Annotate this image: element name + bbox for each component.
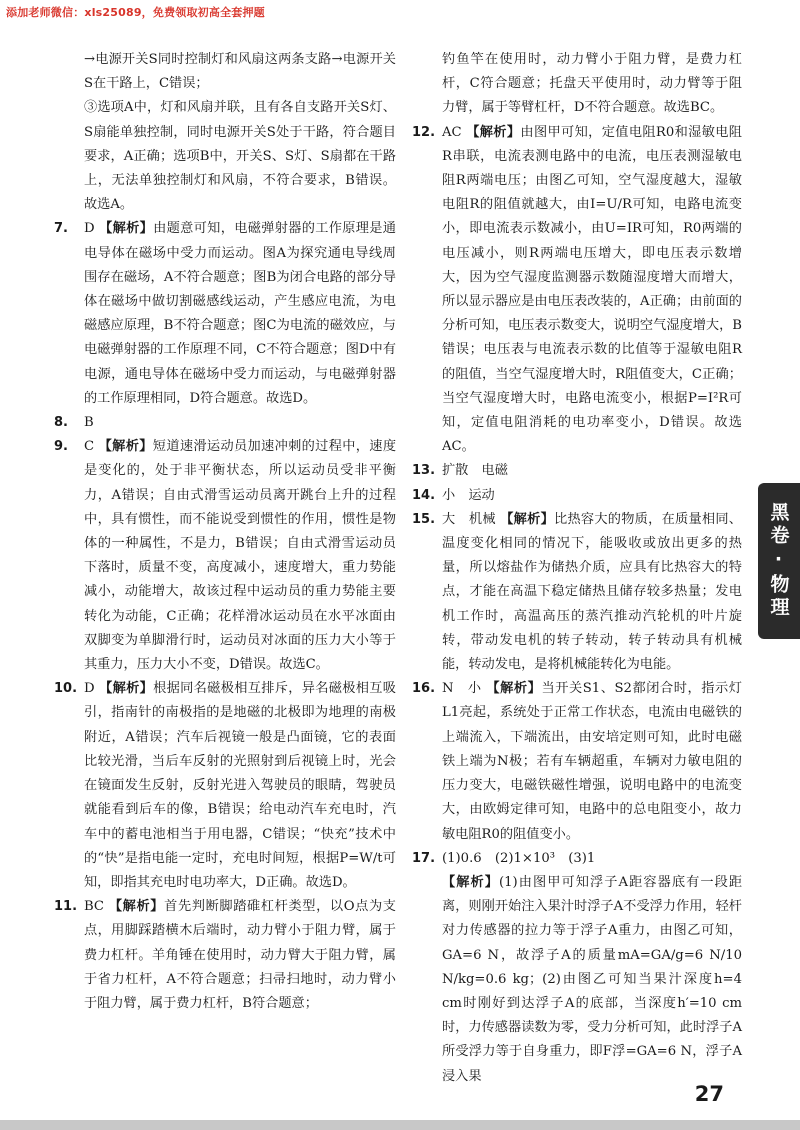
page-bottom-edge xyxy=(0,1120,800,1130)
question-number: 7. xyxy=(54,221,68,237)
left-column xyxy=(54,48,396,1016)
analysis-text: 根据同名磁极相互排斥，异名磁极相互吸引，指南针的南极指的是地磁的北极即为地理的南极附近，A错误；汽车后视镜一般是凸面镜，它的表面比较光滑，当后车反射的光照射到后视镜上时，光会在镜面发生反射，反射光进入驾驶员的眼睛，驾驶员就能看到后车的像，B错误；给电动汽车充电时，汽车中的蓄电池相当于用电器，C错误；“快充”技术中的“快”是指电能一定时，充电时间短，根据P=W/t可知，即指其充电时电功率大，D正确。故选D。 xyxy=(84,681,396,890)
answer-item-10 xyxy=(54,677,396,895)
analysis-tag: 【解析】 xyxy=(442,874,499,890)
answer-key: AC xyxy=(442,124,462,140)
answer-item-9 xyxy=(54,435,396,677)
continued-text: →电源开关S同时控制灯和风扇这两条支路→电源开关S在干路上，C错误； xyxy=(84,52,396,92)
analysis-tag: 【解析】 xyxy=(500,511,555,527)
analysis-tag: 【解析】 xyxy=(108,899,165,915)
watermark-text: 添加老师微信：xls25089，免费领取初高全套押题 xyxy=(6,6,265,19)
continued-text: ③选项A中，灯和风扇并联，且有各自支路开关S灯、S扇能单独控制，同时电源开关S处于干路，符合题目要求，A正确；选项B中，开关S、S灯、S扇都在干路上，无法单独控制灯和风扇，不符合要求，B错误。故选A。 xyxy=(84,100,396,213)
analysis-text: 比热容大的物质，在质量相同、温度变化相同的情况下，能吸收或放出更多的热量，所以熔盐作为储热介质，应具有比热容大的特点，才能在高温下稳定储热且储存较多热量；发电机工作时，高温高压的蒸汽推动汽轮机的叶片旋转，带动发电机的转子转动，转子转动具有机械能，转动发电，是将机械能转化为电能。 xyxy=(442,511,742,673)
question-number: 16. xyxy=(412,681,436,697)
page-number: 27 xyxy=(694,1082,724,1106)
analysis-tag: 【解析】 xyxy=(466,124,521,140)
answer-item-11 xyxy=(54,895,396,1016)
analysis-text: (1)由图甲可知浮子A距容器底有一段距离，则刚开始注入果汁时浮子A不受浮力作用，轻杆对力传感器的拉力等于浮子A重力，由图乙可知，GA=6 N，故浮子A的质量mA=GA/g=6 N/10 N/kg=0.6 kg；(2)由图乙可知当果汁深度h=4 cm时刚好到达浮子A的底部，当深度h′=10 cm时，力传感器读数为零，受力分析可知，此时浮子A所受浮力等于自身重力，即F浮=GA=6 N，浮子A浸入果 xyxy=(442,874,743,1084)
question-number: 12. xyxy=(412,124,436,140)
answer-key: 扩散 电磁 xyxy=(442,463,508,479)
answer-item-7 xyxy=(54,217,396,411)
analysis-tag: 【解析】 xyxy=(98,439,153,455)
answer-item-8 xyxy=(54,411,396,435)
answer-key: C xyxy=(84,439,95,455)
question-number: 11. xyxy=(54,899,78,915)
answer-key: 大 机械 xyxy=(442,511,496,527)
analysis-tag: 【解析】 xyxy=(99,221,154,237)
answer-item-16 xyxy=(412,677,742,846)
answer-key: 小 运动 xyxy=(442,487,495,503)
continued-text: 钓鱼竿在使用时，动力臂小于阻力臂，是费力杠杆，C符合题意；托盘天平使用时，动力臂等于阻力臂，属于等臂杠杆，D不符合题意。故选BC。 xyxy=(442,52,742,116)
analysis-block-17 xyxy=(412,871,742,1089)
analysis-text: 由图甲可知，定值电阻R0和湿敏电阻R串联，电流表测电路中的电流，电压表测湿敏电阻R两端电压；由图乙可知，空气湿度越大，湿敏电阻R的阻值就越大，由I=U/R可知，电路电流变小，即电流表示数减小，由U=IR可知，R0两端的电压减小，则R两端电压增大，即电压表示数增大，因为空气湿度监测器示数随湿度增大而增大，所以显示器应是由电压表改装的，A正确；由前面的分析可知，电压表示数变大，说明空气湿度增大，B错误；电压表与电流表示数的比值等于湿敏电阻R的阻值，当空气湿度增大时，R阻值变大，C正确；当空气湿度增大时，电路电流变小，根据P=I²R可知，定值电阻消耗的电功率变小，D错误。故选AC。 xyxy=(442,124,742,455)
analysis-text: 由题意可知，电磁弹射器的工作原理是通电导体在磁场中受力而运动。图A为探究通电导线周围存在磁场，A不符合题意；图B为闭合电路的部分导体在磁场中做切割磁感线运动，产生感应电流，为电磁感应原理，B不符合题意；图C为电流的磁效应，与电磁弹射器的工作原理不同，C不符合题意；图D中有电源，通电导体在磁场中受力而运动，与电磁弹射器的工作原理相同，D符合题意。故选D。 xyxy=(84,221,396,406)
answer-key: BC xyxy=(84,899,105,915)
answer-item-13 xyxy=(412,459,742,483)
analysis-text: 短道速滑运动员加速冲刺的过程中，速度是变化的，处于非平衡状态，所以运动员受非平衡力，A错误；自由式滑雪运动员离开跳台上升的过程中，具有惯性，而不能说受到惯性的作用，惯性是物体的一种属性，不是力，B错误；自由式滑雪运动员下落时，质量不变，高度减小，速度增大，重力势能减小，动能增大，故该过程中运动员的重力势能主要转化为动能，C正确；花样滑冰运动员在水平冰面由双脚变为单脚滑行时，运动员对冰面的压力大小等于其重力，压力大小不变，D错误。故选C。 xyxy=(84,439,397,673)
answer-key: N 小 xyxy=(442,681,482,697)
answer-item-14 xyxy=(412,484,742,508)
answer-item-17 xyxy=(412,847,742,871)
analysis-tag: 【解析】 xyxy=(486,681,542,697)
analysis-text: 当开关S1、S2都闭合时，指示灯L1亮起，系统处于正常工作状态，电流由电磁铁的上端流入，下端流出，由安培定则可知，此时电磁铁上端为N极；若有车辆超重，车辆对力敏电阻的压力变大，电磁铁磁性增强，说明电路中的电流变大，由欧姆定律可知，电路中的总电阻变小，故力敏电阻R0的阻值变小。 xyxy=(442,681,742,842)
analysis-tag: 【解析】 xyxy=(99,681,154,697)
answer-key: (1)0.6 (2)1×10³ (3)1 xyxy=(442,850,596,866)
question-number: 10. xyxy=(54,681,78,697)
question-number: 9. xyxy=(54,439,68,455)
question-number: 8. xyxy=(54,415,68,431)
answer-key: D xyxy=(84,681,95,697)
answer-key: D xyxy=(84,221,95,237)
analysis-text: 首先判断脚踏碓杠杆类型，以O点为支点，用脚踩踏横木后端时，动力臂小于阻力臂，属于费力杠杆。羊角锤在使用时，动力臂大于阻力臂，属于省力杠杆，A不符合题意；扫帚扫地时，动力臂小于阻力臂，属于费力杠杆，B符合题意； xyxy=(84,899,396,1011)
subject-side-tab: 黑卷·物理 xyxy=(758,483,800,639)
question-number: 17. xyxy=(412,850,436,866)
question-number: 15. xyxy=(412,511,436,527)
answer-item-12 xyxy=(412,121,742,460)
question-number: 13. xyxy=(412,463,436,479)
question-number: 14. xyxy=(412,487,436,503)
right-column xyxy=(412,48,742,1089)
answer-key: B xyxy=(84,415,94,431)
answer-item-15 xyxy=(412,508,742,677)
